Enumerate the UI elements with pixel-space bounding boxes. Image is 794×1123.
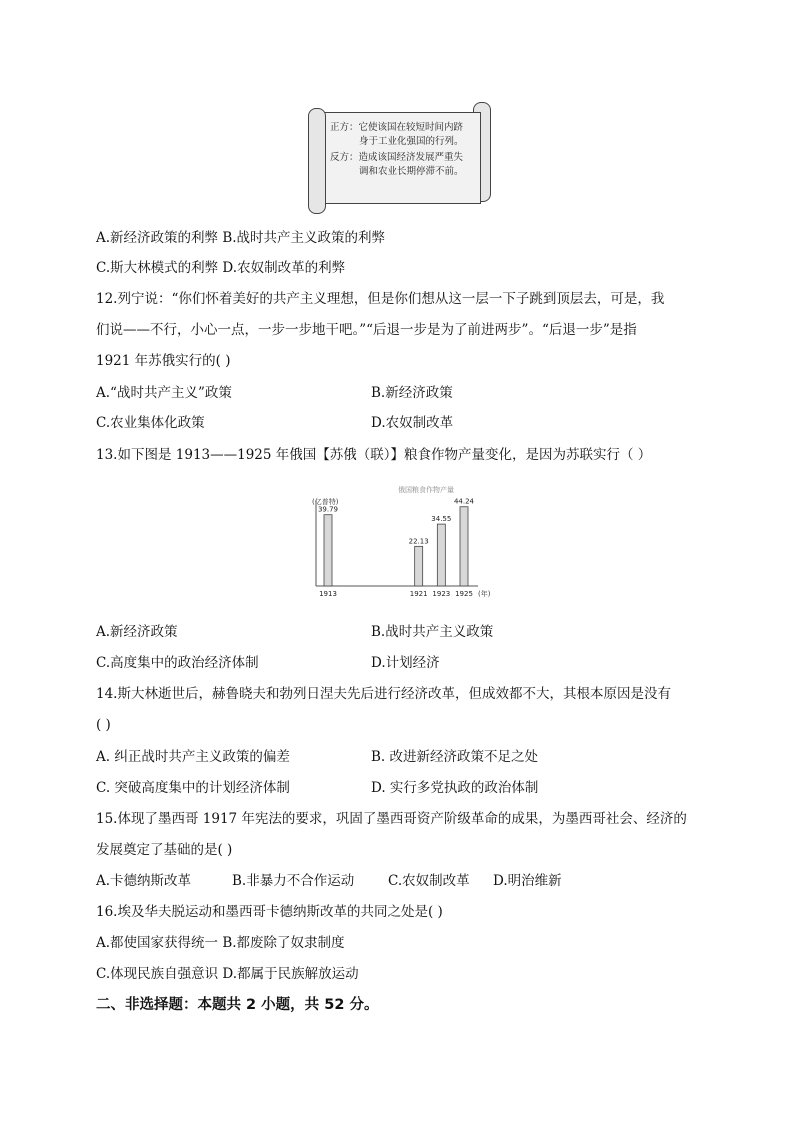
scroll-zheng-line1: [330, 121, 463, 135]
q12-stem-line2: 们说——不行，小心一点，一步一步地干吧。”“后退一步是为了前进两步”。“后退一步”是指: [96, 322, 637, 338]
chart-bar-1925: [460, 507, 468, 586]
chart-value-label-1921: 22.13: [408, 537, 429, 546]
chart-bar-1921: [415, 546, 423, 586]
chart-bar-1923: [437, 524, 445, 586]
scroll-zheng-label: 正方：: [330, 122, 359, 133]
q15-option-b: B.非暴力不合作运动: [232, 873, 355, 889]
q12-option-d: D.农奴制改革: [371, 415, 454, 431]
chart-x-unit: (年): [478, 590, 491, 598]
q15-option-c: C.农奴制改革: [388, 873, 470, 889]
scroll-figure: [305, 98, 493, 216]
scroll-body: [319, 112, 481, 204]
q15-stem-line1: 15.体现了墨西哥 1917 年宪法的要求，巩固了墨西哥资产阶级革命的成果，为墨西哥社会、经济的: [96, 811, 687, 827]
q13-option-d: D.计划经济: [371, 655, 440, 671]
chart-y-label: (亿普特): [312, 498, 339, 506]
q15-stem-line2: 发展奠定了基础的是( ): [96, 842, 233, 858]
q14-option-d: D. 实行多党执政的政治体制: [371, 780, 539, 796]
q14-stem-line2: ( ): [96, 717, 111, 733]
chart-x-tick-1925: 1925: [455, 590, 473, 598]
q16-option-ab: A.都使国家获得统一 B.都废除了奴隶制度: [96, 935, 345, 951]
q14-stem-line1: 14.斯大林逝世后，赫鲁晓夫和勃列日涅夫先后进行经济改革，但成效都不大，其根本原因是没有: [96, 686, 671, 702]
q12-stem-line1: 12.列宁说：“你们怀着美好的共产主义理想，但是你们想从这一层一下子跳到顶层去，可是，我: [96, 291, 665, 307]
scroll-fan-text1: 造成该国经济发展严重失: [358, 152, 464, 163]
chart-svg: [308, 478, 494, 604]
q12-option-c: C.农业集体化政策: [96, 415, 205, 431]
q12-stem-line3: 1921 年苏俄实行的( ): [96, 353, 231, 369]
q11-option-cd: C.斯大林模式的利弊 D.农奴制改革的利弊: [96, 260, 346, 276]
scroll-fan-line2: 调和农业长期停滞不前。: [359, 166, 464, 177]
section-2-title: 二、非选择题：本题共 2 小题，共 52 分。: [96, 997, 379, 1013]
scroll-fan-line1: [330, 151, 463, 165]
q11-option-ab: A.新经济政策的利弊 B.战时共产主义政策的利弊: [96, 230, 386, 246]
q16-stem: 16.埃及华夫脱运动和墨西哥卡德纳斯改革的共同之处是( ): [96, 904, 443, 920]
q15-option-d: D.明治维新: [493, 873, 562, 889]
q13-stem: 13.如下图是 1913——1925 年俄国【苏俄（联）】粮食作物产量变化，是因为苏联实行（ ）: [96, 447, 652, 463]
grain-bar-chart: [308, 478, 494, 604]
q13-option-a: A.新经济政策: [96, 624, 178, 640]
q15-option-a: A.卡德纳斯改革: [96, 873, 192, 889]
chart-value-label-1925: 44.24: [453, 497, 475, 506]
scroll-fan-label: 反方：: [330, 152, 359, 163]
chart-value-label-1913: 39.79: [317, 505, 339, 514]
chart-bars: [318, 498, 475, 598]
chart-value-label-1923: 34.55: [431, 515, 452, 524]
scroll-zheng-text1: 它使该国在较短时间内跻: [358, 122, 464, 133]
q14-option-b: B. 改进新经济政策不足之处: [371, 749, 539, 765]
chart-x-tick-1923: 1923: [432, 590, 451, 598]
chart-x-tick-1913: 1913: [319, 590, 337, 598]
q13-option-c: C.高度集中的政治经济体制: [96, 655, 259, 671]
q13-option-b: B.战时共产主义政策: [371, 624, 494, 640]
q16-option-cd: C.体现民族自强意识 D.都属于民族解放运动: [96, 966, 359, 982]
q12-option-b: B.新经济政策: [371, 385, 453, 401]
chart-bar-1913: [324, 515, 332, 586]
scroll-zheng-line2: 身于工业化强国的行列。: [359, 136, 464, 147]
q14-option-a: A. 纠正战时共产主义政策的偏差: [96, 749, 290, 765]
scroll-left-roll: [308, 108, 326, 214]
chart-title: 俄国粮食作物产量: [398, 486, 454, 494]
q12-option-a: A.“战时共产主义”政策: [96, 385, 232, 401]
chart-x-tick-1921: 1921: [409, 590, 428, 598]
q14-option-c: C. 突破高度集中的计划经济体制: [96, 780, 290, 796]
